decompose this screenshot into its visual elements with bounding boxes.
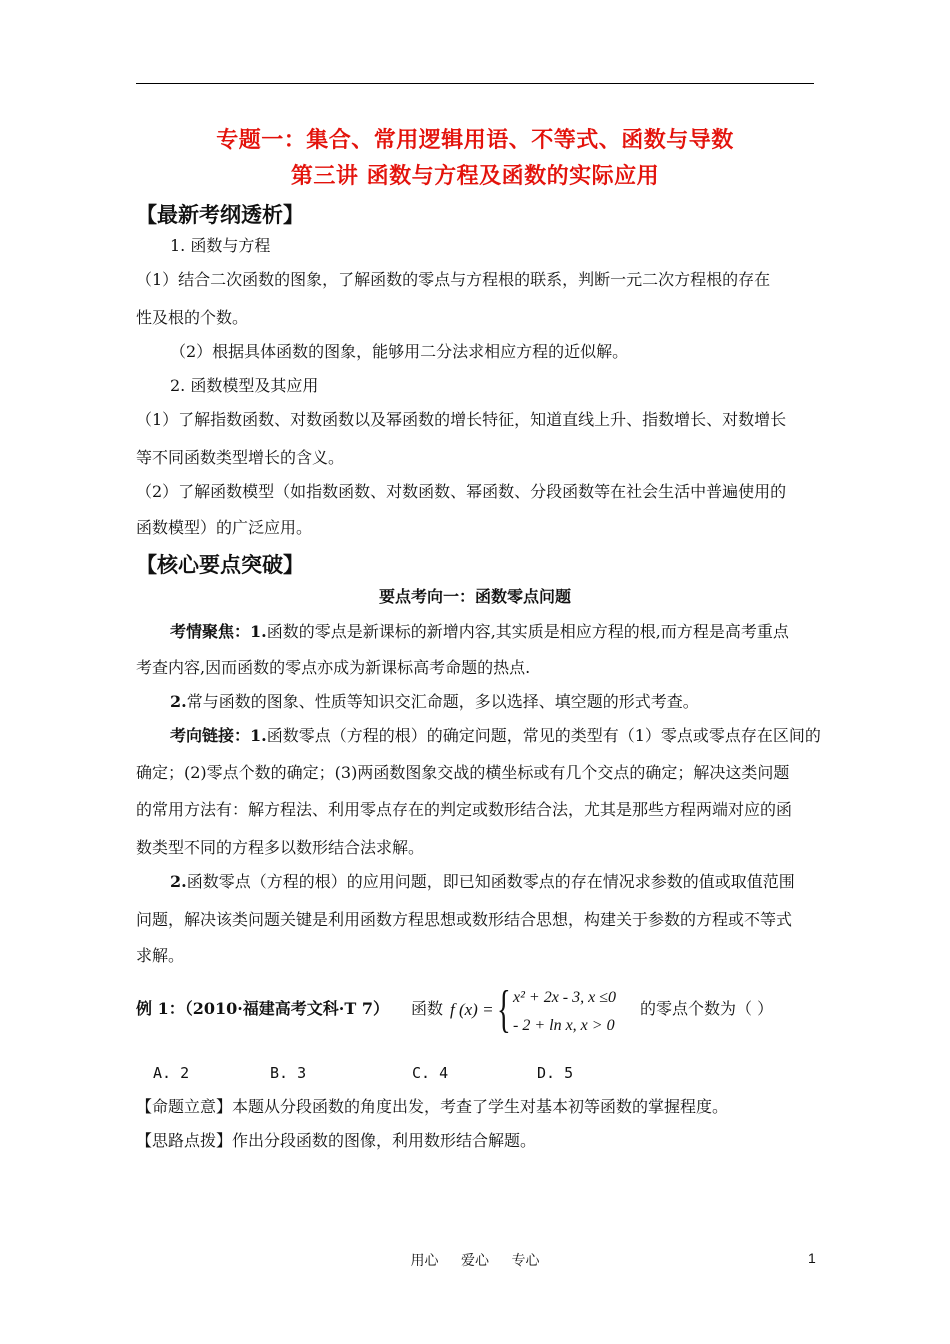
- page-subtitle: 第三讲 函数与方程及函数的实际应用: [290, 163, 660, 189]
- subheading: 要点考向一：函数零点问题: [378, 587, 571, 606]
- link-para-1b: 确定；(2)零点个数的确定；(3)两函数图象交战的横坐标或有几个交点的确定；解决这类问题: [136, 763, 790, 782]
- syllabus-item-2-para-1b: 等不同函数类型增长的含义。: [136, 448, 345, 467]
- syllabus-item-1-para-1b: 性及根的个数。: [136, 308, 249, 327]
- option-b: B. 3: [270, 1064, 307, 1082]
- syllabus-item-2: 2. 函数模型及其应用: [170, 376, 319, 395]
- page-title: 专题一：集合、常用逻辑用语、不等式、函数与导数: [216, 127, 734, 153]
- link-label: 考向链接：: [170, 726, 251, 745]
- example-post: 的零点个数为（ ）: [640, 999, 774, 1018]
- footer-motto: 用心 爱心 专心: [410, 1253, 540, 1269]
- focus-text-1a: 函数的零点是新课标的新增内容,其实质是相应方程的根,而方程是高考重点: [266, 622, 789, 641]
- link-para-2c: 求解。: [136, 946, 185, 965]
- link-para-2b: 问题，解决该类问题关键是利用函数方程思想或数形结合思想，构建关于参数的方程或不等式: [136, 910, 793, 929]
- focus-number-2: 2.: [170, 692, 187, 711]
- syllabus-item-1-para-1a: （1）结合二次函数的图象，了解函数的零点与方程根的联系，判断一元二次方程根的存在: [136, 270, 771, 289]
- example-pre: 函数: [411, 999, 444, 1018]
- section-heading-core: 【核心要点突破】: [136, 552, 304, 577]
- page-number: 1: [808, 1250, 816, 1266]
- syllabus-item-2-para-1a: （1）了解指数函数、对数函数以及幂函数的增长特征，知道直线上升、指数增长、对数增长: [136, 410, 787, 429]
- link-para-1a: [170, 726, 850, 746]
- link-number-2: 2.: [170, 872, 187, 891]
- syllabus-item-2-para-2a: （2）了解函数模型（如指数函数、对数函数、幂函数、分段函数等在社会生活中普遍使用的: [136, 482, 787, 501]
- focus-para-1b: 考查内容,因而函数的零点亦成为新课标高考命题的热点.: [136, 658, 531, 677]
- example-function-name: f (x) =: [450, 1000, 494, 1019]
- link-para-1d: 数类型不同的方程多以数形结合法求解。: [136, 838, 425, 857]
- option-d: D. 5: [537, 1064, 574, 1082]
- option-c: C. 4: [412, 1064, 449, 1082]
- syllabus-item-2-para-2b: 函数模型）的广泛应用。: [136, 518, 313, 537]
- focus-number-1: 1.: [250, 622, 267, 641]
- header-rule: [136, 83, 814, 84]
- example-label: 例 1：（2010·福建高考文科·T 7）: [136, 999, 389, 1018]
- link-para-2a: [170, 872, 850, 892]
- link-para-1c: 的常用方法有：解方程法、利用零点存在的判定或数形结合法，尤其是那些方程两端对应的函: [136, 800, 793, 819]
- example-case-1: x² + 2x - 3, x ≤0: [513, 989, 617, 1006]
- option-a: A. 2: [153, 1064, 190, 1082]
- focus-label: 考情聚焦：: [170, 622, 251, 641]
- syllabus-item-1-para-2: （2）根据具体函数的图象，能够用二分法求相应方程的近似解。: [170, 342, 629, 361]
- focus-para-1a: [170, 622, 850, 642]
- proposition-intent: 【命题立意】本题从分段函数的角度出发，考查了学生对基本初等函数的掌握程度。: [136, 1097, 729, 1116]
- link-text-2a: 函数零点（方程的根）的应用问题，即已知函数零点的存在情况求参数的值或取值范围: [186, 872, 795, 891]
- focus-para-2: [170, 692, 850, 712]
- section-heading-syllabus: 【最新考纲透析】: [136, 202, 304, 227]
- example-case-2: - 2 + ln x, x > 0: [513, 1017, 615, 1034]
- link-text-1a: 函数零点（方程的根）的确定问题，常见的类型有（1）零点或零点存在区间的: [266, 726, 821, 745]
- link-number-1: 1.: [250, 726, 267, 745]
- focus-text-2: 常与函数的图象、性质等知识交汇命题，多以选择、填空题的形式考查。: [186, 692, 699, 711]
- piecewise-brace: {: [497, 981, 511, 1038]
- syllabus-item-1: 1. 函数与方程: [170, 236, 271, 255]
- solution-hint: 【思路点拨】作出分段函数的图像，利用数形结合解题。: [136, 1131, 537, 1150]
